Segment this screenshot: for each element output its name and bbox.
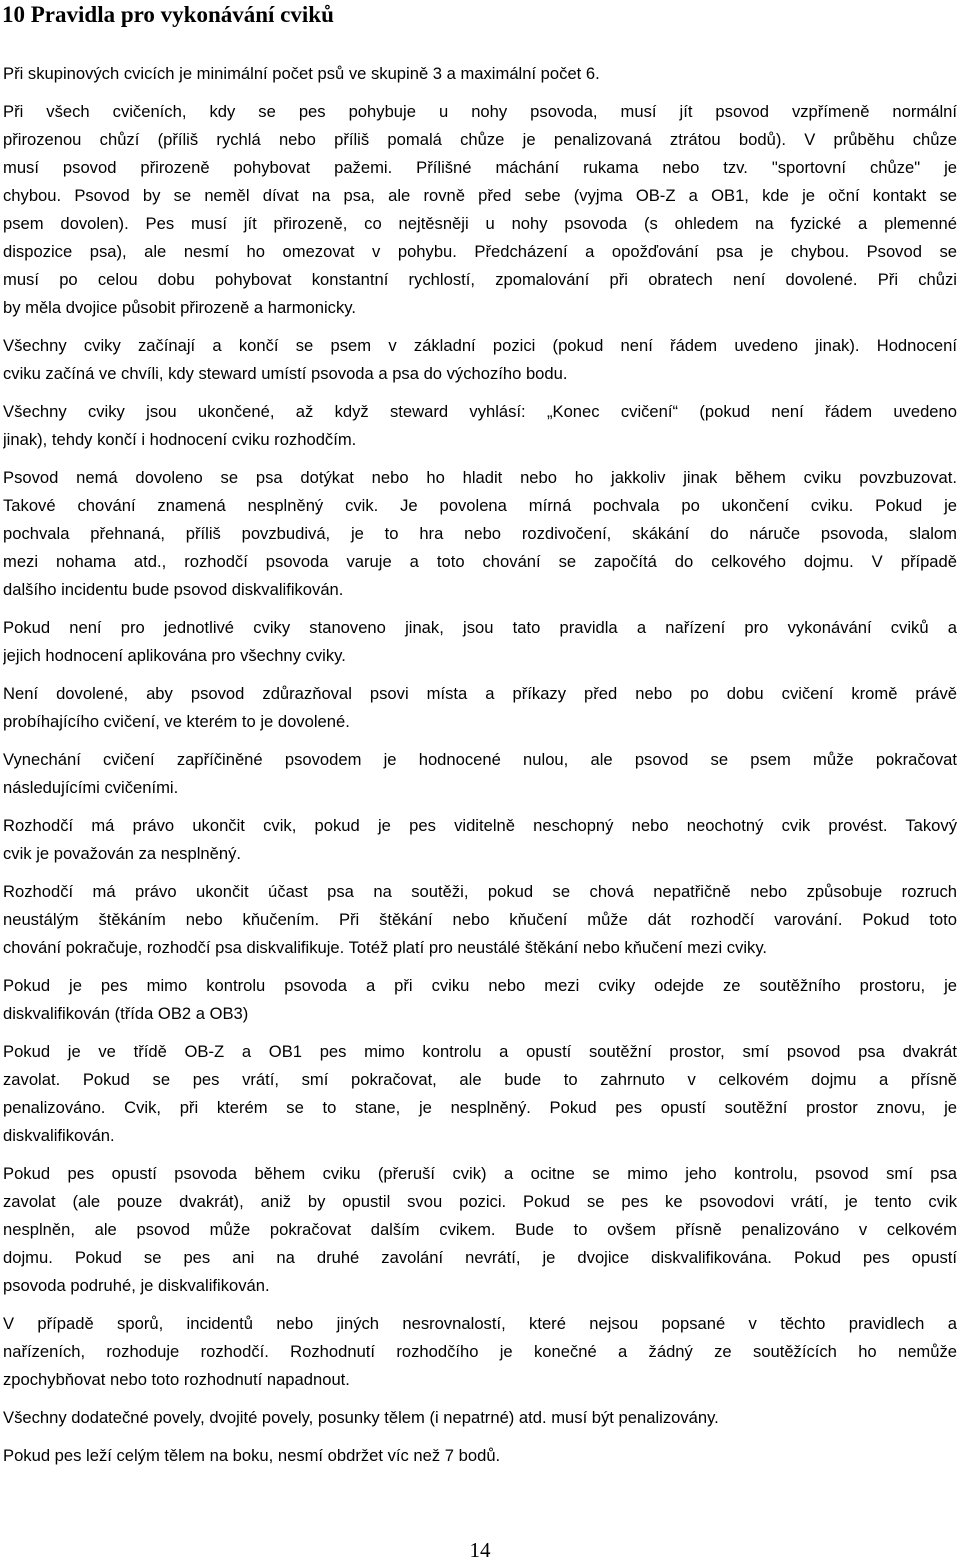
paragraph-line: dojmu. Pokud se pes ani na druhé zavolání nevrátí, je dvojice diskvalifikována. Pokud pes opustí [3, 1248, 957, 1267]
paragraph-line: neustálým štěkáním nebo kňučením. Při štěkání nebo kňučení může dát rozhodčí varování. Pokud toto [3, 910, 957, 929]
paragraph [3, 1442, 957, 1470]
paragraph [3, 746, 957, 802]
paragraph-line: Při všech cvičeních, kdy se pes pohybuje u nohy psovoda, musí jít psovod vzpřímeně normální [3, 102, 957, 121]
paragraph-line: Při skupinových cvicích je minimální počet psů ve skupině 3 a maximální počet 6. [3, 64, 600, 83]
paragraph-line: Psovod nemá dovoleno se psa dotýkat nebo ho hladit nebo ho jakkoliv jinak během cviku povzbuzovat. [3, 468, 957, 487]
paragraph-line: Pokud je ve třídě OB-Z a OB1 pes mimo kontrolu a opustí soutěžní prostor, smí psovod psa dvakrát [3, 1042, 957, 1061]
paragraph-line: zavolat (ale pouze dvakrát), aniž by opustil svou pozici. Pokud se pes ke psovodovi vrátí, je tento cvik [3, 1192, 957, 1211]
paragraph [3, 98, 957, 322]
paragraph-line: dalšího incidentu bude psovod diskvalifikován. [3, 580, 344, 599]
paragraph-line: následujícími cvičeními. [3, 778, 179, 797]
paragraph-line: Takové chování znamená nesplněný cvik. Je povolena mírná pochvala po ukončení cviku. Pokud je [3, 496, 957, 515]
paragraph-line: dispozice psa), ale nesmí ho omezovat v pohybu. Předcházení a opožďování psa je chybou. Psovod se [3, 242, 957, 261]
paragraph-line: pochvala přehnaná, příliš povzbudivá, je to hra nebo rozdivočení, skákání do náruče psovoda, slalom [3, 524, 957, 543]
paragraph-line: nesplněn, ale psovod může pokračovat dalším cvikem. Bude to ovšem přísně penalizováno v celkovém [3, 1220, 957, 1239]
paragraph-line: chování pokračuje, rozhodčí psa diskvalifikuje. Totéž platí pro neustálé štěkání nebo kňučení mezi cviky. [3, 938, 768, 957]
paragraph [3, 1038, 957, 1150]
paragraph-line: nařízeních, rozhoduje rozhodčí. Rozhodnutí rozhodčího je konečné a žádný ze soutěžících ho nemůže [3, 1342, 957, 1361]
paragraph-line: Není dovolené, aby psovod zdůrazňoval psovi místa a příkazy před nebo po dobu cvičení kromě právě [3, 684, 957, 703]
page-number: 14 [469, 1538, 491, 1562]
paragraph-line: Pokud pes leží celým tělem na boku, nesmí obdržet víc než 7 bodů. [3, 1446, 501, 1465]
paragraph-line: chybou. Psovod by se neměl dívat na psa, ale rovně před sebe (vyjma OB-Z a OB1, kde je oční kontakt se [3, 186, 957, 205]
paragraph [3, 680, 957, 736]
paragraph-line: cviku začíná ve chvíli, kdy steward umístí psovoda a psa do výchozího bodu. [3, 364, 568, 383]
paragraph-line: zavolat. Pokud se pes vrátí, smí pokračovat, ale bude to zahrnuto v celkovém dojmu a přísně [3, 1070, 957, 1089]
paragraph-line: diskvalifikován (třída OB2 a OB3) [3, 1004, 249, 1023]
paragraph [3, 614, 957, 670]
paragraph-line: Všechny cviky začínají a končí se psem v základní pozici (pokud není řádem uvedeno jinak). Hodnocení [3, 336, 957, 355]
paragraph [3, 464, 957, 604]
paragraph-line: penalizováno. Cvik, při kterém se to stane, je nesplněný. Pokud pes opustí soutěžní prostor znovu, je [3, 1098, 957, 1117]
paragraph-line: Všechny dodatečné povely, dvojité povely, posunky tělem (i nepatrné) atd. musí být penalizovány. [3, 1408, 719, 1427]
paragraph-line: Pokud není pro jednotlivé cviky stanoveno jinak, jsou tato pravidla a nařízení pro vykonávání cviků a [3, 618, 957, 637]
paragraph-line: psovoda podruhé, je diskvalifikován. [3, 1276, 270, 1295]
paragraph [3, 878, 957, 962]
paragraph-line: Pokud je pes mimo kontrolu psovoda a při cviku nebo mezi cviky odejde ze soutěžního prostoru, je [3, 976, 957, 995]
paragraph [3, 812, 957, 868]
paragraph-line: V případě sporů, incidentů nebo jiných nesrovnalostí, které nejsou popsané v těchto pravidlech a [3, 1314, 957, 1333]
paragraph [3, 1404, 957, 1432]
paragraph-line: jinak), tehdy končí i hodnocení cviku rozhodčím. [3, 430, 357, 449]
paragraph-line: Všechny cviky jsou ukončené, až když steward vyhlásí: „Konec cvičení“ (pokud není řádem uvedeno [3, 402, 957, 421]
paragraph-line: Rozhodčí má právo ukončit cvik, pokud je pes viditelně neschopný nebo neochotný cvik provést. Takový [3, 816, 957, 835]
paragraph-line: by měla dvojice působit přirozeně a harmonicky. [3, 298, 356, 317]
paragraph-line: Rozhodčí má právo ukončit účast psa na soutěži, pokud se chová nepatřičně nebo způsobuje rozruch [3, 882, 957, 901]
paragraph-line: probíhajícího cvičení, ve kterém to je dovolené. [3, 712, 350, 731]
paragraph [3, 332, 957, 388]
paragraph-line: musí po celou dobu pohybovat konstantní rychlostí, zpomalování při obratech není dovolené. Při chůzi [3, 270, 957, 289]
paragraph-line: musí psovod přirozeně pohybovat pažemi. Přílišné máchání rukama nebo tzv. "sportovní chůze" je [3, 158, 957, 177]
paragraph [3, 972, 957, 1028]
paragraph [3, 398, 957, 454]
paragraph [3, 60, 957, 88]
paragraph-line: psem dovolen). Pes musí jít přirozeně, co nejtěsněji u nohy psovoda (s ohledem na fyzické a plemenné [3, 214, 957, 233]
section-heading: 10 Pravidla pro vykonávání cviků [2, 2, 334, 27]
document-body [3, 60, 957, 1480]
paragraph [3, 1160, 957, 1300]
paragraph-line: přirozenou chůzí (příliš rychlá nebo příliš pomalá chůze je penalizovaná ztrátou bodů). V průběhu chůze [3, 130, 957, 149]
paragraph-line: jejich hodnocení aplikována pro všechny cviky. [3, 646, 346, 665]
paragraph [3, 1310, 957, 1394]
paragraph-line: Pokud pes opustí psovoda během cviku (přeruší cvik) a ocitne se mimo jeho kontrolu, psovod smí psa [3, 1164, 957, 1183]
paragraph-line: diskvalifikován. [3, 1126, 115, 1145]
paragraph-line: zpochybňovat nebo toto rozhodnutí napadnout. [3, 1370, 350, 1389]
paragraph-line: cvik je považován za nesplněný. [3, 844, 241, 863]
paragraph-line: Vynechání cvičení zapříčiněné psovodem je hodnocené nulou, ale psovod se psem může pokračovat [3, 750, 957, 769]
paragraph-line: mezi nohama atd., rozhodčí psovoda varuje a toto chování se započítá do celkového dojmu. V případě [3, 552, 957, 571]
